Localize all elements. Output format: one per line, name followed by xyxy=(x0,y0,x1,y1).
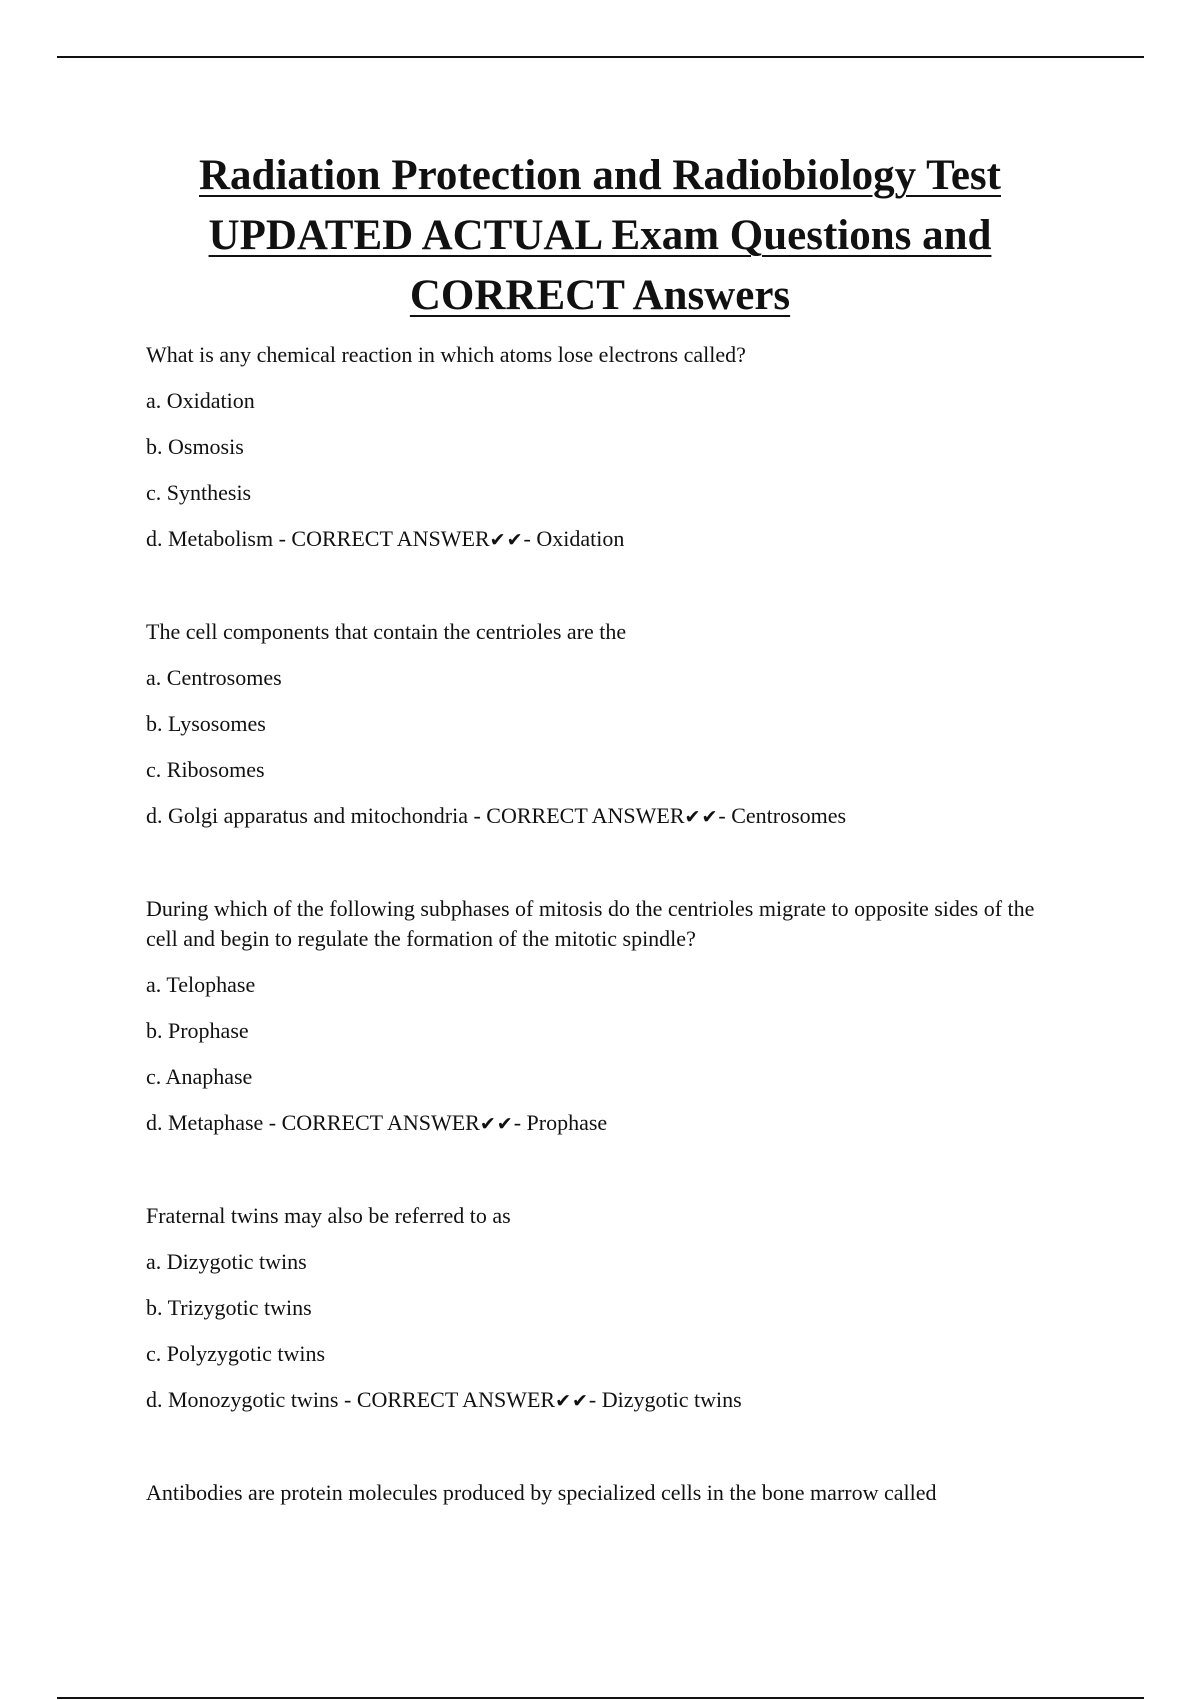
answer-separator: - xyxy=(513,1110,527,1135)
question-text: During which of the following subphases of mitosis do the centrioles migrate to opposite sides of the cell and begin to regulate the formation of the mitotic spindle? xyxy=(146,896,1035,951)
answer-separator: - xyxy=(588,1387,602,1412)
option-a: a. Telophase xyxy=(146,972,256,997)
question-block-3 xyxy=(146,894,1046,1139)
option-d-with-answer xyxy=(146,1108,1046,1139)
question-block-2 xyxy=(146,617,1046,832)
option-b: b. Osmosis xyxy=(146,434,244,459)
questions-list xyxy=(146,340,1046,1524)
option-d: d. Monozygotic twins xyxy=(146,1387,339,1412)
option-d: d. Golgi apparatus and mitochondria xyxy=(146,803,468,828)
option-d: d. Metabolism xyxy=(146,526,274,551)
question-text: Antibodies are protein molecules produced by specialized cells in the bone marrow called xyxy=(146,1480,937,1505)
top-rule xyxy=(57,56,1144,58)
title-line-2: UPDATED ACTUAL Exam Questions and xyxy=(208,212,992,259)
option-c: c. Ribosomes xyxy=(146,757,265,782)
question-text: What is any chemical reaction in which atoms lose electrons called? xyxy=(146,342,746,367)
check-marks-icon: ✔✔ xyxy=(555,1390,589,1412)
option-d-with-answer xyxy=(146,801,1046,832)
correct-answer: Prophase xyxy=(526,1110,608,1135)
question-block-5 xyxy=(146,1478,1046,1508)
check-marks-icon: ✔✔ xyxy=(489,529,524,551)
correct-answer: Centrosomes xyxy=(731,803,847,828)
question-text: Fraternal twins may also be referred to as xyxy=(146,1203,511,1228)
answer-separator: - xyxy=(718,803,732,828)
question-block-4 xyxy=(146,1201,1046,1416)
option-b: b. Prophase xyxy=(146,1018,249,1043)
check-marks-icon: ✔✔ xyxy=(684,806,719,828)
correct-answer: Oxidation xyxy=(536,526,625,551)
option-a: a. Centrosomes xyxy=(146,665,282,690)
bottom-rule xyxy=(57,1697,1144,1699)
option-b: b. Lysosomes xyxy=(146,711,266,736)
option-c: c. Anaphase xyxy=(146,1064,253,1089)
option-d: d. Metaphase xyxy=(146,1110,264,1135)
question-text: The cell components that contain the centrioles are the xyxy=(146,619,627,644)
check-marks-icon: ✔✔ xyxy=(479,1113,514,1135)
correct-answer-label: - CORRECT ANSWER xyxy=(263,1110,480,1135)
correct-answer-label: - CORRECT ANSWER xyxy=(338,1387,556,1412)
title-line-1: Radiation Protection and Radiobiology Test xyxy=(199,152,1001,199)
option-d-with-answer xyxy=(146,524,1046,555)
option-a: a. Dizygotic twins xyxy=(146,1249,307,1274)
correct-answer-label: - CORRECT ANSWER xyxy=(467,803,685,828)
question-block-1 xyxy=(146,340,1046,555)
option-d-with-answer xyxy=(146,1385,1046,1416)
option-c: c. Polyzygotic twins xyxy=(146,1341,326,1366)
title-line-3: CORRECT Answers xyxy=(409,272,791,319)
option-b: b. Trizygotic twins xyxy=(146,1295,312,1320)
option-a: a. Oxidation xyxy=(146,388,255,413)
page-title xyxy=(100,146,1100,326)
correct-answer-label: - CORRECT ANSWER xyxy=(273,526,490,551)
correct-answer: Dizygotic twins xyxy=(601,1387,742,1412)
option-c: c. Synthesis xyxy=(146,480,252,505)
answer-separator: - xyxy=(523,526,537,551)
